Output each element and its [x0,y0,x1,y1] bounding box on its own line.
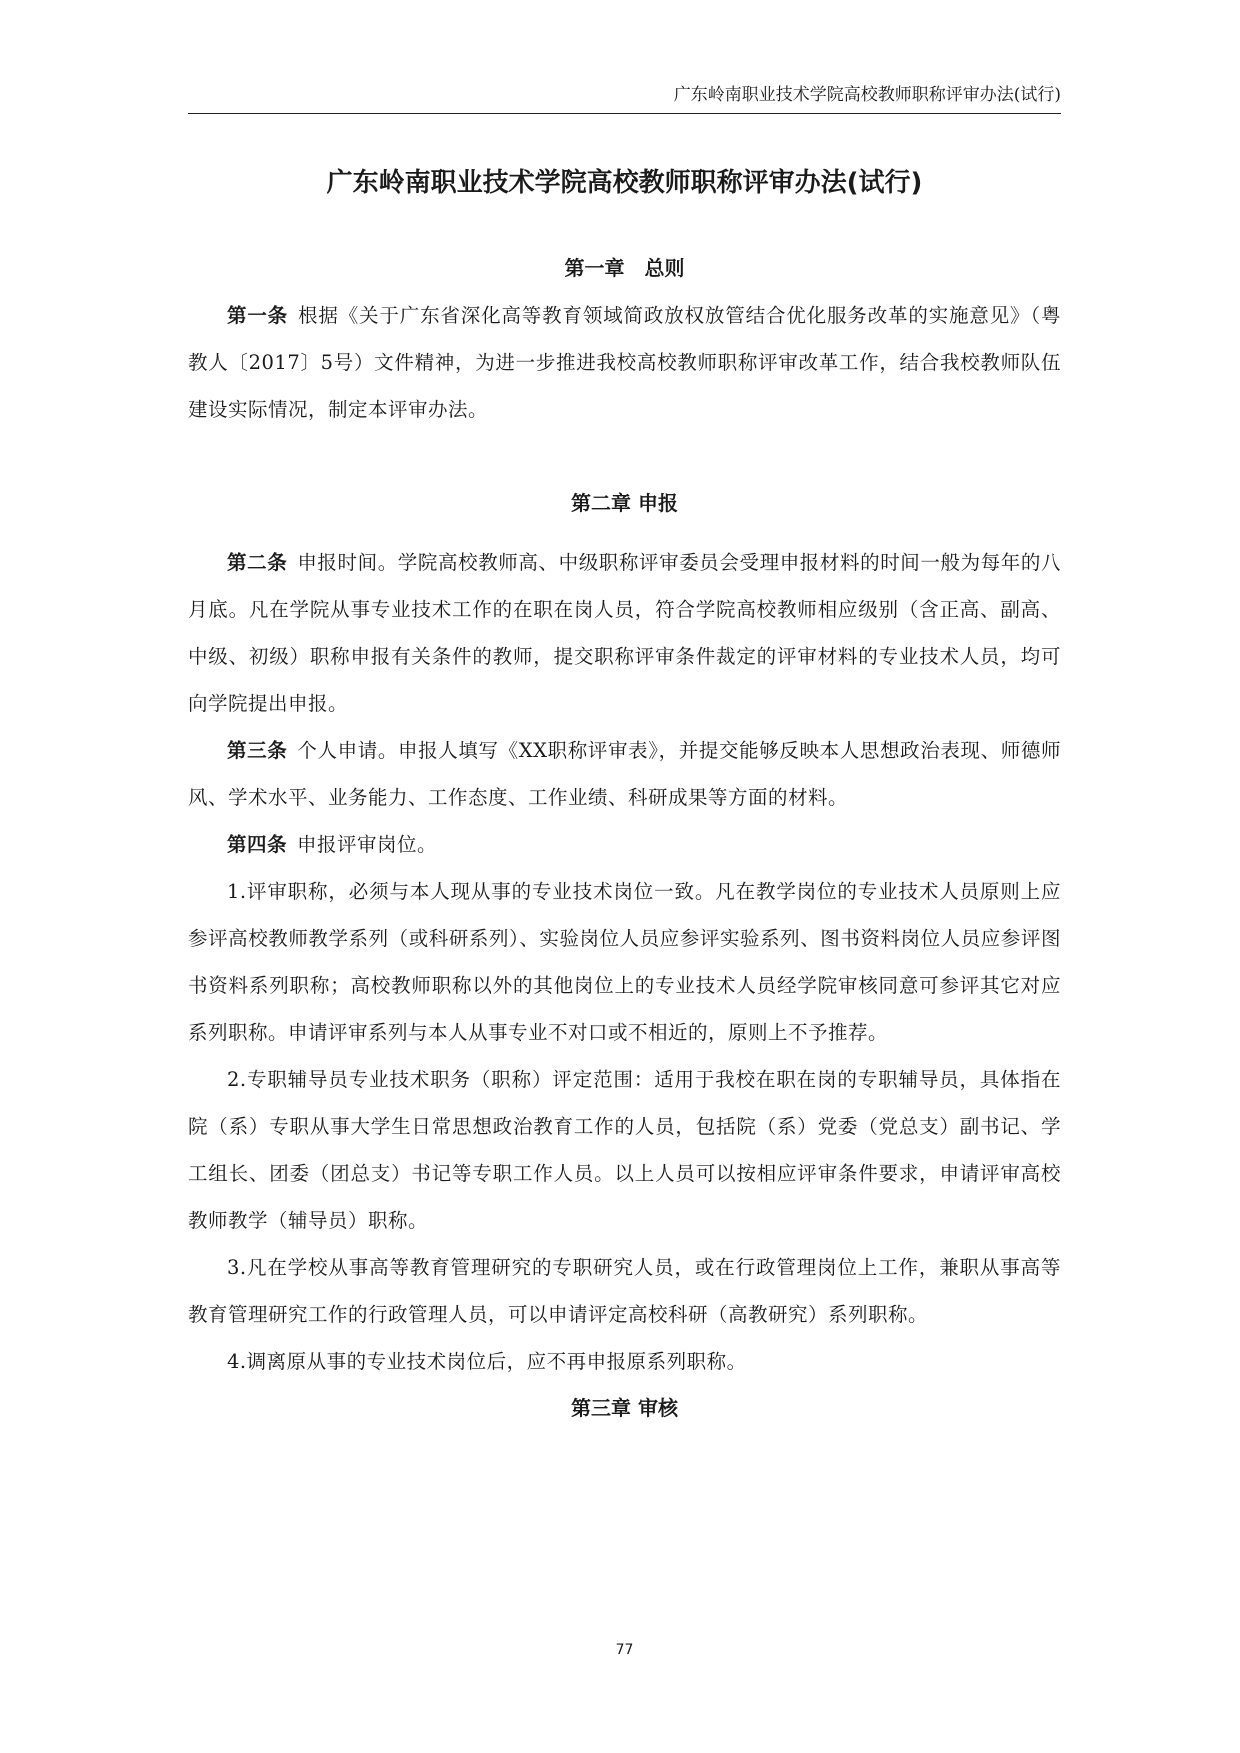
list-item: 2.专职辅导员专业技术职务（职称）评定范围：适用于我校在职在岗的专职辅导员，具体指在院（系）专职从事大学生日常思想政治教育工作的人员，包括院（系）党委（党总支）副书记、学工组长、团委（团总支）书记等专职工作人员。以上人员可以按相应评审条件要求，申请评审高校教师教学（辅导员）职称。 [188,1068,1061,1232]
list-item: 4.调离原从事的专业技术岗位后，应不再申报原系列职称。 [227,1350,747,1373]
running-header: 广东岭南职业技术学院高校教师职称评审办法(试行) [673,85,1061,105]
list-item: 1.评审职称，必须与本人现从事的专业技术岗位一致。凡在教学岗位的专业技术人员原则上应参评高校教师教学系列（或科研系列）、实验岗位人员应参评实验系列、图书资料岗位人员应参评图书资料系列职称；高校教师职称以外的其他岗位上的专业技术人员经学院审核同意可参评其它对应系列职称。申请评审系列与本人从事专业不对口或不相近的，原则上不予推荐。 [188,880,1061,1044]
article-text: 申报评审岗位。 [297,833,438,856]
article-label: 第四条 [227,833,288,856]
document-title: 广东岭南职业技术学院高校教师职称评审办法(试行) [326,168,923,198]
list-item: 3.凡在学校从事高等教育管理研究的专职研究人员，或在行政管理岗位上工作，兼职从事高等教育管理研究工作的行政管理人员，可以申请评定高校科研（高教研究）系列职称。 [188,1256,1061,1326]
article-paragraph [188,292,1061,433]
article-paragraph [188,727,1061,821]
article-label: 第三条 [227,739,288,762]
page-number: 77 [615,1642,634,1658]
article-label: 第二条 [227,551,288,574]
header-divider [188,113,1061,114]
document-body [188,245,1061,1432]
chapter-heading: 第一章 总则 [564,256,685,280]
article-text: 申报时间。学院高校教师高、中级职称评审委员会受理申报材料的时间一般为每年的八月底。凡在学院从事专业技术工作的在职在岗人员，符合学院高校教师相应级别（含正高、副高、中级、初级）职称申报有关条件的教师，提交职称评审条件裁定的评审材料的专业技术人员，均可向学院提出申报。 [188,551,1061,715]
chapter-heading: 第三章 审核 [571,1396,678,1420]
spacer [188,527,1061,539]
article-paragraph [188,821,1061,868]
article-text: 根据《关于广东省深化高等教育领域简政放权放管结合优化服务改革的实施意见》（粤教人〔2017〕5号）文件精神，为进一步推进我校高校教师职称评审改革工作，结合我校教师队伍建设实际情况，制定本评审办法。 [188,304,1061,421]
article-text: 个人申请。申报人填写《XX职称评审表》，并提交能够反映本人思想政治表现、师德师风、学术水平、业务能力、工作态度、工作业绩、科研成果等方面的材料。 [188,739,1061,809]
spacer [188,433,1061,480]
article-paragraph [188,539,1061,727]
article-label: 第一条 [227,304,289,327]
chapter-heading: 第二章 申报 [571,491,678,515]
